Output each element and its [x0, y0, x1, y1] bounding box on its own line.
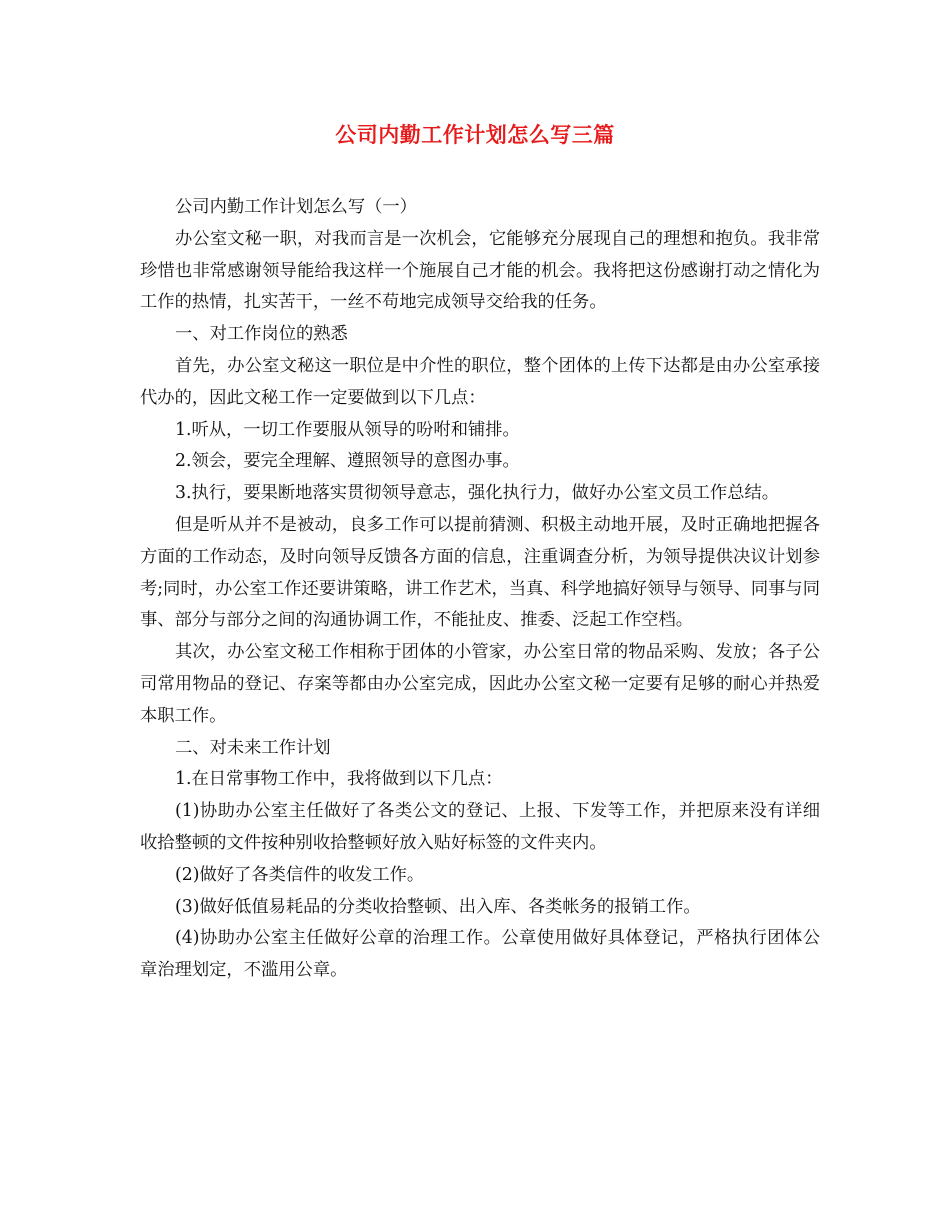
- list-item: (3)做好低值易耗品的分类收拾整顿、出入库、各类帐务的报销工作。: [175, 896, 701, 917]
- section-heading: 二、对未来工作计划: [175, 737, 331, 758]
- document-body: [140, 192, 820, 987]
- list-item: (1)协助办公室主任做好了各类公文的登记、上报、下发等工作，并把原来没有详细收拾整顿的文件按种别收拾整顿好放入贴好标签的文件夹内。: [140, 801, 820, 853]
- paragraph: 其次，办公室文秘工作相称于团体的小管家，办公室日常的物品采购、发放；各子公司常用物品的登记、存案等都由办公室完成，因此办公室文秘一定要有足够的耐心并热爱本职工作。: [140, 642, 820, 726]
- list-item: (2)做好了各类信件的收发工作。: [175, 864, 425, 885]
- paragraph: 首先，办公室文秘这一职位是中介性的职位，整个团体的上传下达都是由办公室承接代办的，因此文秘工作一定要做到以下几点：: [140, 355, 820, 408]
- list-item: 2.领会，要完全理解、遵照领导的意图办事。: [175, 451, 520, 472]
- list-item: 1.听从，一切工作要服从领导的吩咐和铺排。: [175, 419, 520, 440]
- list-item: (4)协助办公室主任做好公章的治理工作。公章使用做好具体登记，严格执行团体公章治理划定，不滥用公章。: [140, 928, 820, 981]
- paragraph-heading-1: 公司内勤工作计划怎么写（一）: [175, 197, 417, 217]
- section-heading: 一、对工作岗位的熟悉: [175, 324, 348, 345]
- list-item: 3.执行，要果断地落实贯彻领导意志，强化执行力，做好办公室文员工作总结。: [175, 483, 780, 504]
- paragraph: 但是听从并不是被动，良多工作可以提前猜测、积极主动地开展，及时正确地把握各方面的工作动态，及时向领导反馈各方面的信息，注重调查分析，为领导提供决议计划参考;同时，办公室工作还要讲策略，讲工作艺术，当真、科学地搞好领导与领导、同事与同事、部分与部分之间的沟通协调工作，不能扯皮、推委、泛起工作空档。: [140, 514, 820, 631]
- list-item: 1.在日常事物工作中，我将做到以下几点：: [175, 769, 503, 790]
- paragraph: 办公室文秘一职，对我而言是一次机会，它能够充分展现自己的理想和抱负。我非常珍惜也非常感谢领导能给我这样一个施展自己才能的机会。我将把这份感谢打动之情化为工作的热情，扎实苦干，一丝不苟地完成领导交给我的任务。: [140, 228, 820, 313]
- document-title: 公司内勤工作计划怎么写三篇: [335, 122, 615, 147]
